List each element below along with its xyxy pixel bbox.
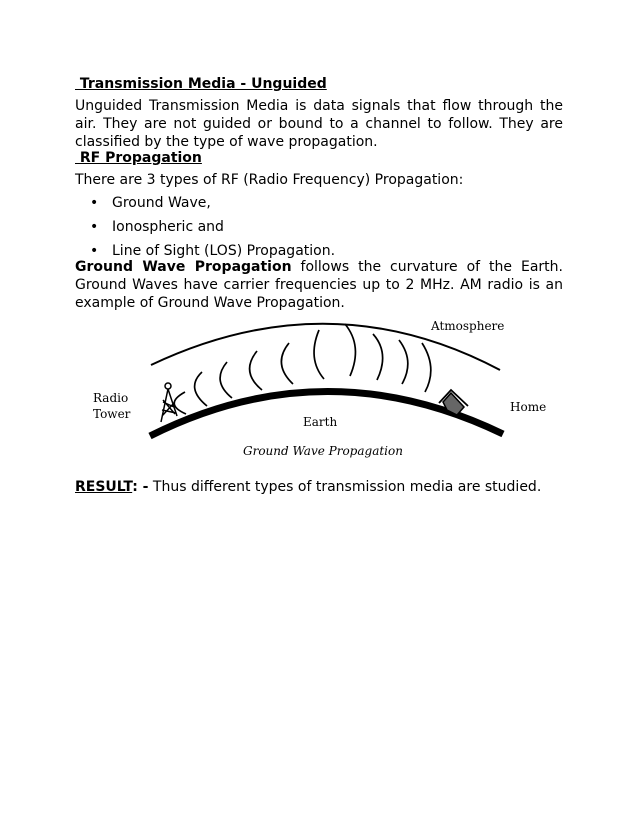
list-item [75,191,335,215]
unguided-media-paragraph: Unguided Transmission Media is data signals that flow through the air. They are not guided or bound to a channel to follow. They are classified by the type of wave propagation. [75,98,563,150]
wave-arc [314,330,324,379]
wave-arc [422,343,431,392]
result-line [75,479,541,495]
ground-wave-paragraph [75,258,563,312]
bullet-icon: • [90,219,99,235]
tower-label: Tower [93,407,131,421]
radio-label: Radio [93,391,129,405]
wave-arc [250,351,262,390]
ground-wave-diagram [75,310,555,465]
list-item [75,215,335,239]
home-label: Home [510,400,547,414]
list-item-label: Ionospheric and [112,219,224,235]
section-heading-transmission-media: Transmission Media - Unguided [75,76,327,92]
list-item-label: Line of Sight (LOS) Propagation. [112,243,336,259]
bullet-icon: • [90,195,99,211]
ground-wave-term: Ground Wave Propagation [75,259,292,275]
section-heading-rf-propagation: RF Propagation [75,150,202,166]
propagation-types-list [75,191,335,263]
result-label: RESULT [75,479,133,495]
rf-intro-paragraph: There are 3 types of RF (Radio Frequency) Propagation: [75,172,464,188]
figure-caption: Ground Wave Propagation [243,444,403,458]
ground-wave-description: follows the curvature of the Earth. Ground Waves have carrier frequencies up to 2 MHz. AM radio is an example of Ground Wave Propagation. [75,259,563,311]
atmosphere-label: Atmosphere [431,319,505,333]
wave-arc [195,372,207,406]
list-item-label: Ground Wave, [112,195,211,211]
result-text: Thus different types of transmission media are studied. [148,479,542,495]
wave-arc [373,334,383,380]
result-separator: : - [132,479,149,495]
bullet-icon: • [90,243,99,259]
wave-arc [281,343,293,384]
wave-arc [399,340,408,384]
wave-arc [220,362,232,398]
wave-arc [345,324,355,376]
earth-label: Earth [303,415,338,429]
